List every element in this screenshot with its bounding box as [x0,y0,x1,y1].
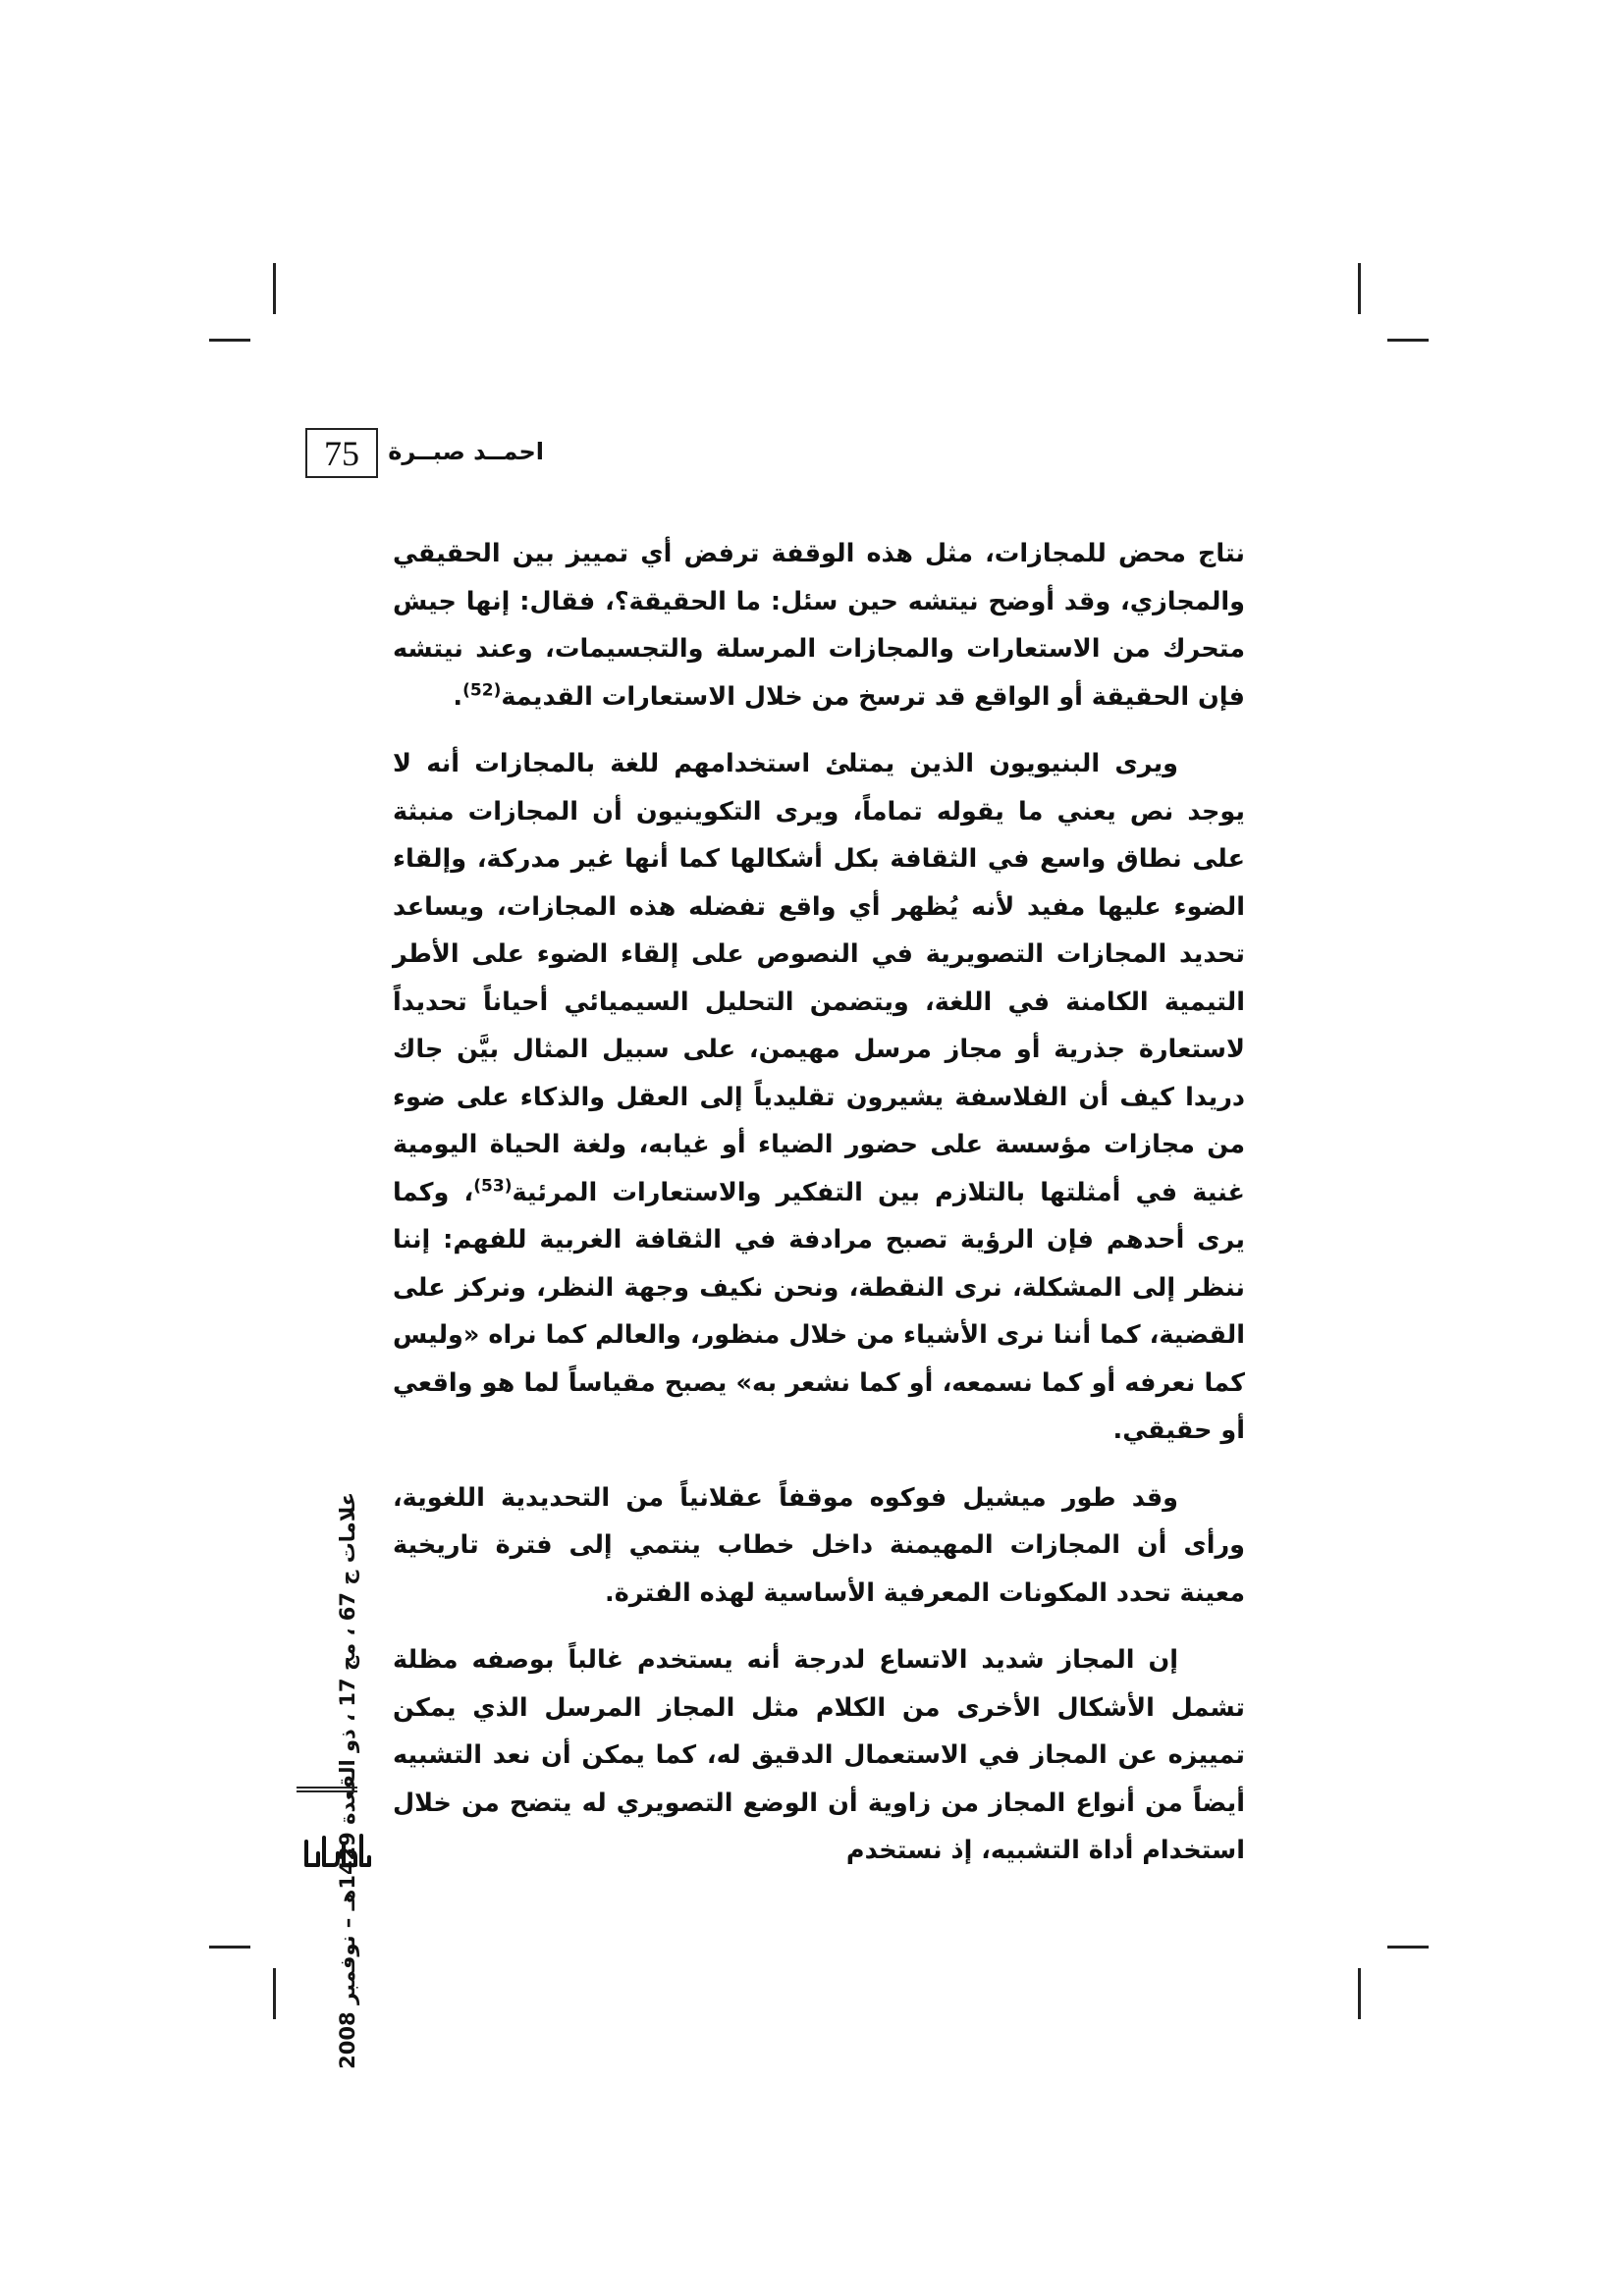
footnote-ref-53[interactable]: (53) [473,1176,513,1196]
crop-mark-bottom-left-horizontal [209,1946,250,1949]
paragraph-2-text-b: ، وكما يرى أحدهم فإن الرؤية تصبح مرادفة في الثقافة الغربية للفهم: إننا ننظر إلى المشكلة، نرى النقطة، ونحن نكيف وجهة النظر، ونركز على القضية، كما أننا نرى الأشياء من خلال منظور، والعالم كما نراه «وليس كما نعرفه أو كما نسمعه، أو كما نشعر به» يصبح مقياساً لما هو واقعي أو حقيقي. [393,1177,1245,1445]
crop-mark-top-right-horizontal [1387,339,1429,342]
running-header-author: احمــد صبــرة [388,438,544,465]
journal-logo [298,1828,377,1875]
paragraph-1-text: نتاج محض للمجازات، مثل هذه الوقفة ترفض أي تمييز بين الحقيقي والمجازي، وقد أوضح نيتشه حين سئل: ما الحقيقة؟، فقال: إنها جيش متحرك من الاستعارات والمجازات المرسلة والتجسيمات، وعند نيتشه فإن الحقيقة أو الواقع قد ترسخ من خلال الاستعارات القديمة [393,539,1245,712]
footnote-ref-52[interactable]: (52) [462,680,502,700]
paragraph-2 [393,740,1245,1455]
paragraph-1-end: . [453,681,463,712]
page-number: 75 [305,428,378,478]
paragraph-1 [393,530,1245,721]
sidebar-double-rule [297,1787,357,1792]
crop-mark-bottom-right-horizontal [1387,1946,1429,1949]
crop-mark-bottom-left-vertical [273,1968,276,2019]
crop-mark-top-right-vertical [1358,263,1361,314]
paragraph-3: وقد طور ميشيل فوكوه موقفاً عقلانياً من التحديدية اللغوية، ورأى أن المجازات المهيمنة داخل خطاب ينتمي إلى فترة تاريخية معينة تحدد المكونات المعرفية الأساسية لهذه الفترة. [393,1482,1245,1608]
paragraph-2-text-a: ويرى البنيويون الذين يمتلئ استخدامهم للغة بالمجازات أنه لا يوجد نص يعني ما يقوله تماماً، ويرى التكوينيون أن المجازات منبثة على نطاق واسع في الثقافة بكل أشكالها كما أنها غير مدركة، وإلقاء الضوء عليها مفيد لأنه يُظهر أي واقع تفضله هذه المجازات، ويساعد تحديد المجازات التصويرية في النصوص على إلقاء الضوء على الأطر التيمية الكامنة في اللغة، ويتضمن التحليل السيميائي أحياناً تحديداً لاستعارة جذرية أو مجاز مرسل مهيمن، على سبيل المثال بيَّن جاك دريدا كيف أن الفلاسفة يشيرون تقليدياً إلى العقل والذكاء على ضوء من مجازات مؤسسة على حضور الضياء أو غيابه، ولغة الحياة اليومية غنية في أمثلتها بالتلازم بين التفكير والاستعارات المرئية [393,749,1245,1207]
crop-mark-top-left-vertical [273,263,276,314]
crop-mark-bottom-right-vertical [1358,1968,1361,2019]
journal-sidebar [327,1492,368,2069]
article-body [393,530,1245,1895]
journal-issue-info: علامات ج 67 ، مج 17 ، ذو القعدة 1429هـ – نوفمبر 2008 [336,1492,359,2069]
paragraph-4: إن المجاز شديد الاتساع لدرجة أنه يستخدم غالباً بوصفه مظلة تشمل الأشكال الأخرى من الكلام مثل المجاز المرسل الذي يمكن تمييزه عن المجاز في الاستعمال الدقيق له، كما يمكن أن نعد التشبيه أيضاً من أنواع المجاز من زاوية أن الوضع التصويري له يتضح من خلال استخدام أداة التشبيه، إذ نستخدم [393,1645,1245,1865]
crop-mark-top-left-horizontal [209,339,250,342]
